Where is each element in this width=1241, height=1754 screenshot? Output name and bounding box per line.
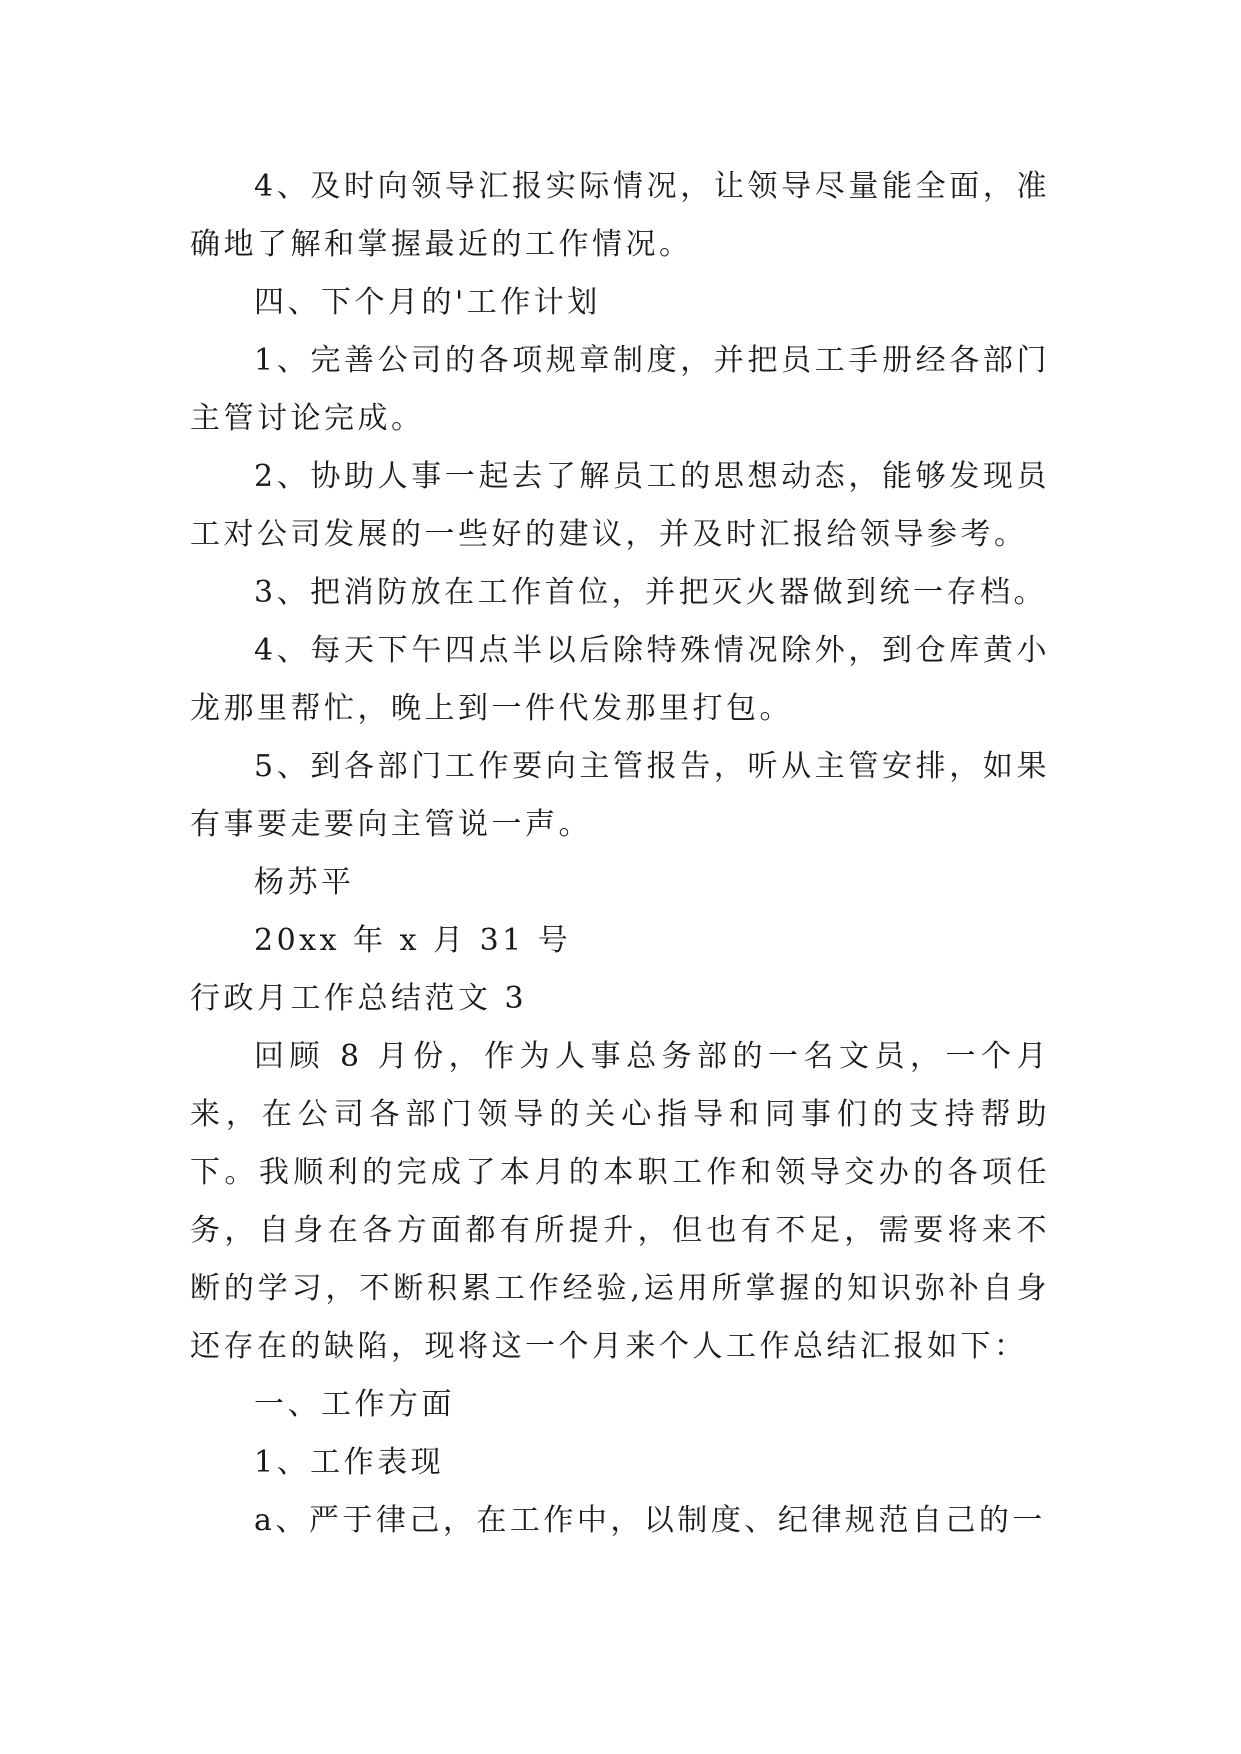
document-title: 行政月工作总结范文 3 — [190, 981, 528, 1016]
paragraph: 2、协助人事一起去了解员工的思想动态，能够发现员工对公司发展的一些好的建议，并及时汇报给领导参考。 — [190, 459, 1050, 552]
section-heading: 四、下个月的'工作计划 — [254, 285, 601, 320]
paragraph: 回顾 8 月份，作为人事总务部的一名文员，一个月来，在公司各部门领导的关心指导和同事们的支持帮助下。我顺利的完成了本月的本职工作和领导交办的各项任务，自身在各方面都有所提升，但也有不足，需要将来不断的学习，不断积累工作经验,运用所掌握的知识弥补自身还存在的缺陷，现将这一个月来个人工作总结汇报如下： — [190, 1039, 1050, 1364]
signature-date: 20xx 年 x 月 31 号 — [254, 923, 572, 958]
subsection-heading: 1、工作表现 — [254, 1445, 445, 1480]
section-heading: 一、工作方面 — [254, 1387, 455, 1422]
paragraph: 4、每天下午四点半以后除特殊情况除外，到仓库黄小龙那里帮忙，晚上到一件代发那里打包。 — [190, 633, 1050, 726]
paragraph: 5、到各部门工作要向主管报告，听从主管安排，如果有事要走要向主管说一声。 — [190, 749, 1050, 842]
paragraph: a、严于律己，在工作中，以制度、纪律规范自己的一 — [254, 1503, 1046, 1538]
signature-name: 杨苏平 — [254, 865, 355, 900]
paragraph: 4、及时向领导汇报实际情况，让领导尽量能全面，准确地了解和掌握最近的工作情况。 — [190, 169, 1050, 262]
paragraph: 3、把消防放在工作首位，并把灭火器做到统一存档。 — [254, 575, 1048, 610]
paragraph: 1、完善公司的各项规章制度，并把员工手册经各部门主管讨论完成。 — [190, 343, 1050, 436]
document-body — [190, 158, 1050, 1550]
